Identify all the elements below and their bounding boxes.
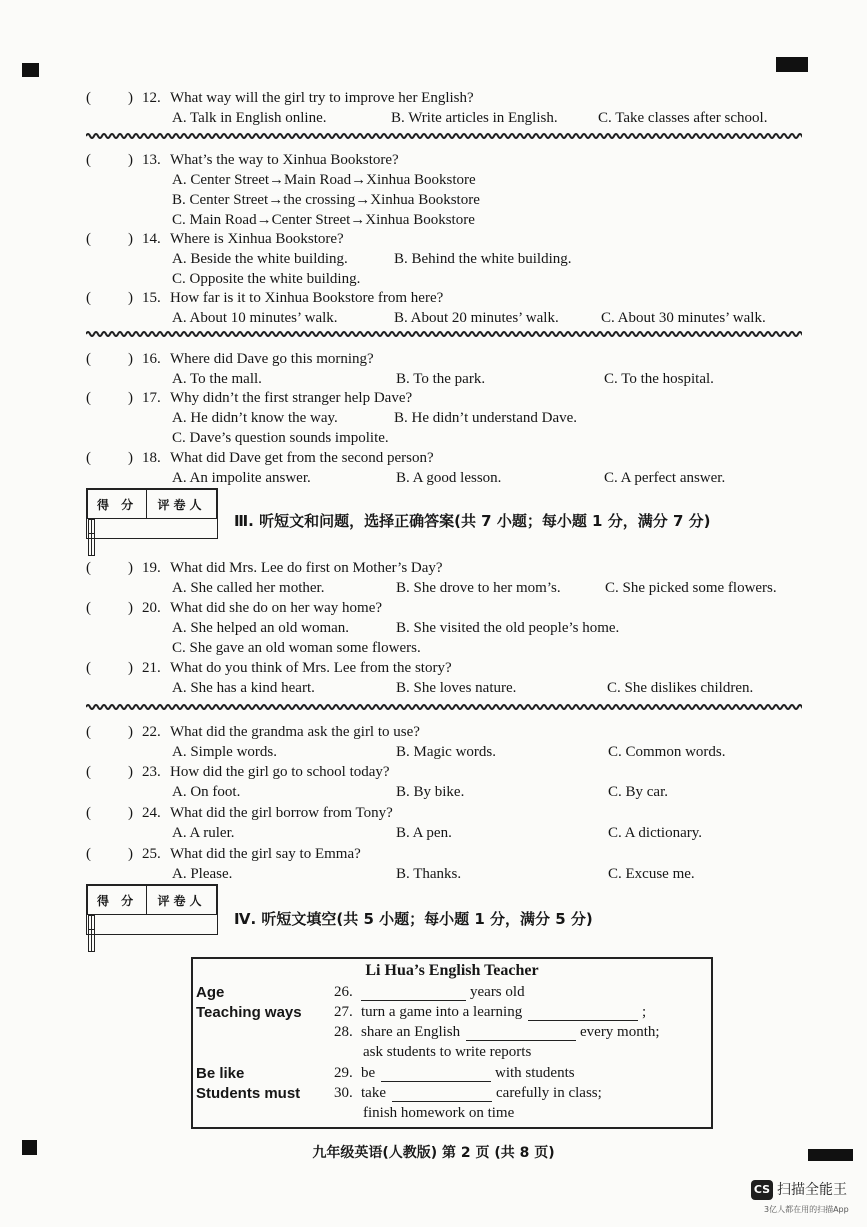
answer-bracket-open[interactable]: (: [86, 846, 91, 862]
answer-bracket-open[interactable]: (: [86, 231, 91, 247]
answer-bracket-close: ): [128, 290, 133, 306]
answer-option: C. A perfect answer.: [604, 470, 726, 486]
teacher-info-table: [191, 957, 713, 1129]
question-stem: How far is it to Xinhua Bookstore from here?: [170, 290, 444, 306]
answer-blank[interactable]: [528, 1006, 638, 1021]
question-number: 21.: [142, 660, 161, 676]
label-students-must: Students must: [196, 1085, 301, 1102]
question-stem: What did the grandma ask the girl to use?: [170, 724, 420, 740]
row-text: be: [361, 1065, 376, 1081]
question-stem: Where is Xinhua Bookstore?: [170, 231, 344, 247]
question-number: 14.: [142, 231, 161, 247]
question-stem: Why didn’t the first stranger help Dave?: [170, 390, 413, 406]
answer-blank[interactable]: [466, 1026, 576, 1041]
answer-option: B. Behind the white building.: [394, 251, 572, 267]
question-number: 25.: [142, 846, 161, 862]
registration-mark-top-left: [22, 63, 39, 77]
grader-cell[interactable]: [91, 916, 94, 952]
answer-option: A. Center Street→Main Road→Xinhua Bookstore: [172, 172, 476, 188]
question-number: 18.: [142, 450, 161, 466]
answer-option: A. About 10 minutes’ walk.: [172, 310, 338, 326]
grader-label: 评卷人: [147, 490, 217, 519]
answer-option: A. To the mall.: [172, 371, 262, 387]
answer-option: A. She has a kind heart.: [172, 680, 315, 696]
grader-label: 评卷人: [147, 886, 217, 915]
blank-number: 28.: [334, 1024, 353, 1040]
scanner-tagline: 3亿人都在用的扫描App: [764, 1205, 849, 1214]
answer-option: B. By bike.: [396, 784, 465, 800]
question-number: 19.: [142, 560, 161, 576]
answer-bracket-close: ): [128, 231, 133, 247]
answer-option: C. Opposite the white building.: [172, 271, 361, 287]
answer-bracket-close: ): [128, 390, 133, 406]
answer-blank[interactable]: [392, 1087, 492, 1102]
blank-number: 26.: [334, 984, 353, 1000]
answer-option: C. About 30 minutes’ walk.: [601, 310, 766, 326]
answer-option: B. Write articles in English.: [391, 110, 558, 126]
answer-bracket-open[interactable]: (: [86, 390, 91, 406]
answer-bracket-open[interactable]: (: [86, 764, 91, 780]
question-stem: What’s the way to Xinhua Bookstore?: [170, 152, 399, 168]
answer-option: C. By car.: [608, 784, 668, 800]
answer-option: C. Excuse me.: [608, 866, 695, 882]
wavy-divider: [86, 703, 802, 711]
answer-option: C. She gave an old woman some flowers.: [172, 640, 421, 656]
score-box: [86, 488, 218, 539]
row-text: finish homework on time: [363, 1105, 515, 1121]
question-stem: What way will the girl try to improve her English?: [170, 90, 474, 106]
answer-option: A. On foot.: [172, 784, 241, 800]
answer-bracket-open[interactable]: (: [86, 351, 91, 367]
answer-option: B. She visited the old people’s home.: [396, 620, 620, 636]
question-stem: What did the girl say to Emma?: [170, 846, 361, 862]
answer-bracket-close: ): [128, 660, 133, 676]
answer-bracket-open[interactable]: (: [86, 600, 91, 616]
row-text-after: ;: [642, 1004, 647, 1020]
question-number: 13.: [142, 152, 161, 168]
answer-bracket-open[interactable]: (: [86, 450, 91, 466]
answer-option: B. Magic words.: [396, 744, 496, 760]
question-stem: What did Mrs. Lee do first on Mother’s Day?: [170, 560, 443, 576]
answer-option: A. Beside the white building.: [172, 251, 348, 267]
wavy-divider: [86, 330, 802, 338]
question-stem: What did she do on her way home?: [170, 600, 383, 616]
answer-option: C. Dave’s question sounds impolite.: [172, 430, 389, 446]
row-text-after: with students: [495, 1065, 575, 1081]
grader-cell[interactable]: [91, 520, 94, 556]
question-number: 24.: [142, 805, 161, 821]
answer-blank[interactable]: [361, 986, 466, 1001]
answer-option: B. Center Street→the crossing→Xinhua Bookstore: [172, 192, 480, 208]
answer-bracket-open[interactable]: (: [86, 560, 91, 576]
answer-option: A. He didn’t know the way.: [172, 410, 338, 426]
answer-option: B. She loves nature.: [396, 680, 517, 696]
question-stem: What do you think of Mrs. Lee from the story?: [170, 660, 452, 676]
answer-bracket-close: ): [128, 351, 133, 367]
answer-option: C. Common words.: [608, 744, 726, 760]
section-3-title: Ⅲ. 听短文和问题，选择正确答案(共 7 小题；每小题 1 分，满分 7 分): [234, 512, 711, 530]
answer-option: B. She drove to her mom’s.: [396, 580, 561, 596]
answer-option: C. She picked some flowers.: [605, 580, 777, 596]
question-number: 23.: [142, 764, 161, 780]
question-number: 22.: [142, 724, 161, 740]
label-age: Age: [196, 984, 225, 1001]
score-label: 得 分: [88, 886, 147, 915]
answer-bracket-close: ): [128, 560, 133, 576]
question-stem: Where did Dave go this morning?: [170, 351, 374, 367]
answer-bracket-close: ): [128, 724, 133, 740]
blank-number: 29.: [334, 1065, 353, 1081]
answer-option: A. Talk in English online.: [172, 110, 327, 126]
answer-option: A. An impolite answer.: [172, 470, 311, 486]
answer-option: B. Thanks.: [396, 866, 462, 882]
table-title: Li Hua’s English Teacher: [365, 962, 539, 979]
answer-blank[interactable]: [381, 1067, 491, 1082]
answer-bracket-close: ): [128, 600, 133, 616]
answer-option: B. A pen.: [396, 825, 452, 841]
answer-option: A. A ruler.: [172, 825, 235, 841]
answer-bracket-open[interactable]: (: [86, 724, 91, 740]
score-box: [86, 884, 218, 935]
blank-number: 27.: [334, 1004, 353, 1020]
question-stem: What did Dave get from the second person?: [170, 450, 434, 466]
answer-option: B. He didn’t understand Dave.: [394, 410, 578, 426]
registration-mark-top-right: [776, 57, 808, 72]
row-text-after: every month;: [580, 1024, 660, 1040]
row-text-after: years old: [470, 984, 525, 1000]
label-teaching-ways: Teaching ways: [196, 1004, 302, 1021]
row-text: share an English: [361, 1024, 461, 1040]
answer-option: C. To the hospital.: [604, 371, 714, 387]
score-label: 得 分: [88, 490, 147, 519]
answer-option: A. She helped an old woman.: [172, 620, 350, 636]
answer-option: A. Please.: [172, 866, 233, 882]
question-number: 17.: [142, 390, 161, 406]
answer-bracket-close: ): [128, 90, 133, 106]
answer-bracket-open[interactable]: (: [86, 660, 91, 676]
answer-option: B. To the park.: [396, 371, 486, 387]
answer-bracket-close: ): [128, 846, 133, 862]
blank-number: 30.: [334, 1085, 353, 1101]
answer-bracket-open[interactable]: (: [86, 290, 91, 306]
question-number: 16.: [142, 351, 161, 367]
question-number: 15.: [142, 290, 161, 306]
answer-option: A. Simple words.: [172, 744, 277, 760]
question-stem: How did the girl go to school today?: [170, 764, 390, 780]
scanner-app-name: 扫描全能王: [777, 1182, 847, 1198]
answer-option: C. Main Road→Center Street→Xinhua Bookstore: [172, 212, 475, 228]
row-text: ask students to write reports: [363, 1044, 532, 1060]
row-text: take: [361, 1085, 386, 1101]
question-number: 12.: [142, 90, 161, 106]
question-number: 20.: [142, 600, 161, 616]
section-4-title: Ⅳ. 听短文填空(共 5 小题；每小题 1 分，满分 5 分): [234, 910, 593, 928]
row-text-after: carefully in class;: [496, 1085, 602, 1101]
answer-option: A. She called her mother.: [172, 580, 325, 596]
answer-bracket-close: ): [128, 152, 133, 168]
answer-option: B. About 20 minutes’ walk.: [394, 310, 559, 326]
answer-bracket-close: ): [128, 450, 133, 466]
label-be-like: Be like: [196, 1065, 245, 1082]
wavy-divider: [86, 132, 802, 140]
page-footer: 九年级英语(人教版) 第 2 页 (共 8 页): [312, 1145, 555, 1161]
answer-option: B. A good lesson.: [396, 470, 502, 486]
camscanner-logo-icon: CS: [751, 1180, 773, 1200]
answer-bracket-open[interactable]: (: [86, 805, 91, 821]
answer-bracket-open[interactable]: (: [86, 90, 91, 106]
question-stem: What did the girl borrow from Tony?: [170, 805, 393, 821]
row-text: turn a game into a learning: [361, 1004, 523, 1020]
answer-bracket-open[interactable]: (: [86, 152, 91, 168]
answer-option: C. She dislikes children.: [607, 680, 754, 696]
answer-bracket-close: ): [128, 764, 133, 780]
answer-option: C. A dictionary.: [608, 825, 703, 841]
answer-option: C. Take classes after school.: [598, 110, 768, 126]
answer-bracket-close: ): [128, 805, 133, 821]
